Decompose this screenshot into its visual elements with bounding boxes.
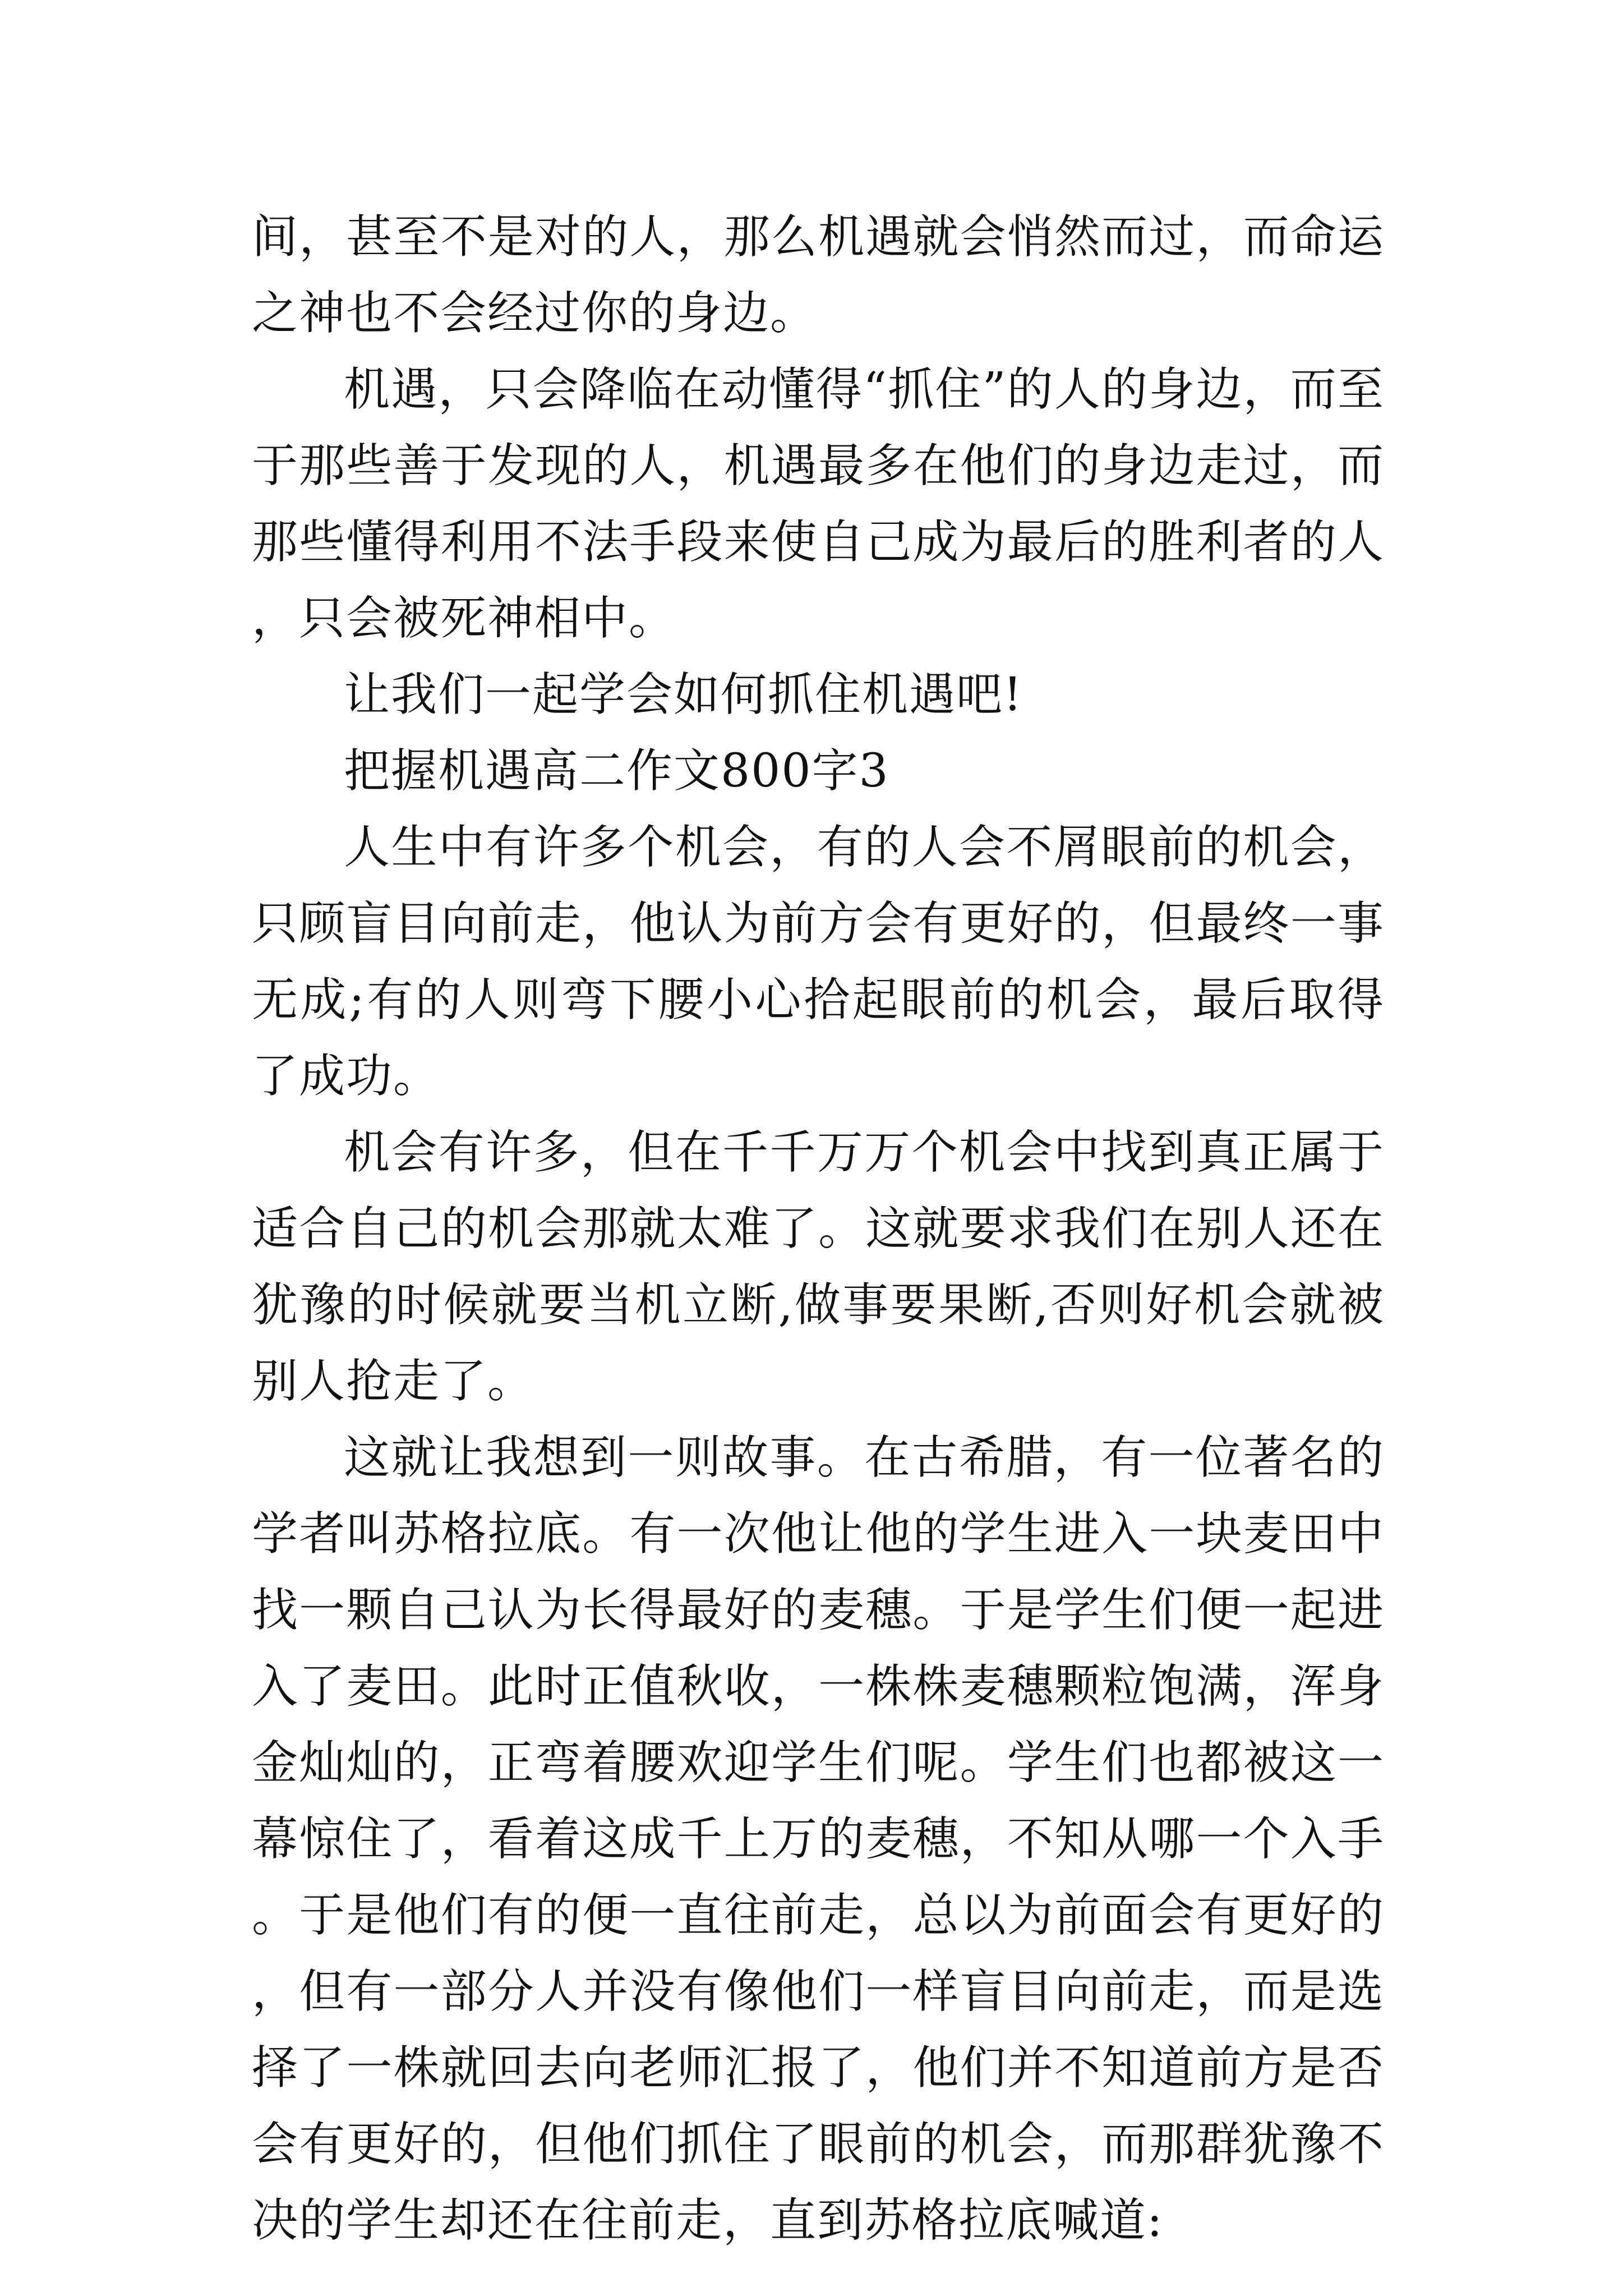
essay-body: [252, 199, 1385, 2259]
essay-title: 把握机遇高二作文800字3: [344, 744, 889, 798]
paragraph-decisiveness: 机会有许多，但在千千万万个机会中找到真正属于适合自己的机会那就太难了。这就要求我们在别人还在犹豫的时候就要当机立断,做事要果断,否则好机会就被别人抢走了。: [252, 1126, 1385, 1408]
paragraph-continuation: 间，甚至不是对的人，那么机遇就会悄然而过，而命运之神也不会经过你的身边。: [252, 210, 1385, 340]
paragraph-opportunity: 机遇，只会降临在动懂得“抓住”的人的身边，而至于那些善于发现的人，机遇最多在他们的身边走过，而那些懂得利用不法手段来使自己成为最后的胜利者的人，只会被死神相中。: [252, 363, 1385, 645]
paragraph-story: 这就让我想到一则故事。在古希腊，有一位著名的学者叫苏格拉底。有一次他让他的学生进入一块麦田中找一颗自己认为长得最好的麦穗。于是学生们便一起进入了麦田。此时正值秋收，一株株麦穗颗粒饱满，浑身金灿灿的，正弯着腰欢迎学生们呢。学生们也都被这一幕惊住了，看着这成千上万的麦穗，不知从哪一个入手。于是他们有的便一直往前走，总以为前面会有更好的，但有一部分人并没有像他们一样盲目向前走，而是选择了一株就回去向老师汇报了，他们并不知道前方是否会有更好的，但他们抓住了眼前的机会，而那群犹豫不决的学生却还在往前走，直到苏格拉底喊道:: [252, 1431, 1385, 2247]
paragraph-call-to-action: 让我们一起学会如何抓住机遇吧!: [344, 668, 1023, 721]
paragraph-intro: 人生中有许多个机会，有的人会不屑眼前的机会，只顾盲目向前走，他认为前方会有更好的，但最终一事无成;有的人则弯下腰小心拾起眼前的机会，最后取得了成功。: [252, 821, 1385, 1103]
